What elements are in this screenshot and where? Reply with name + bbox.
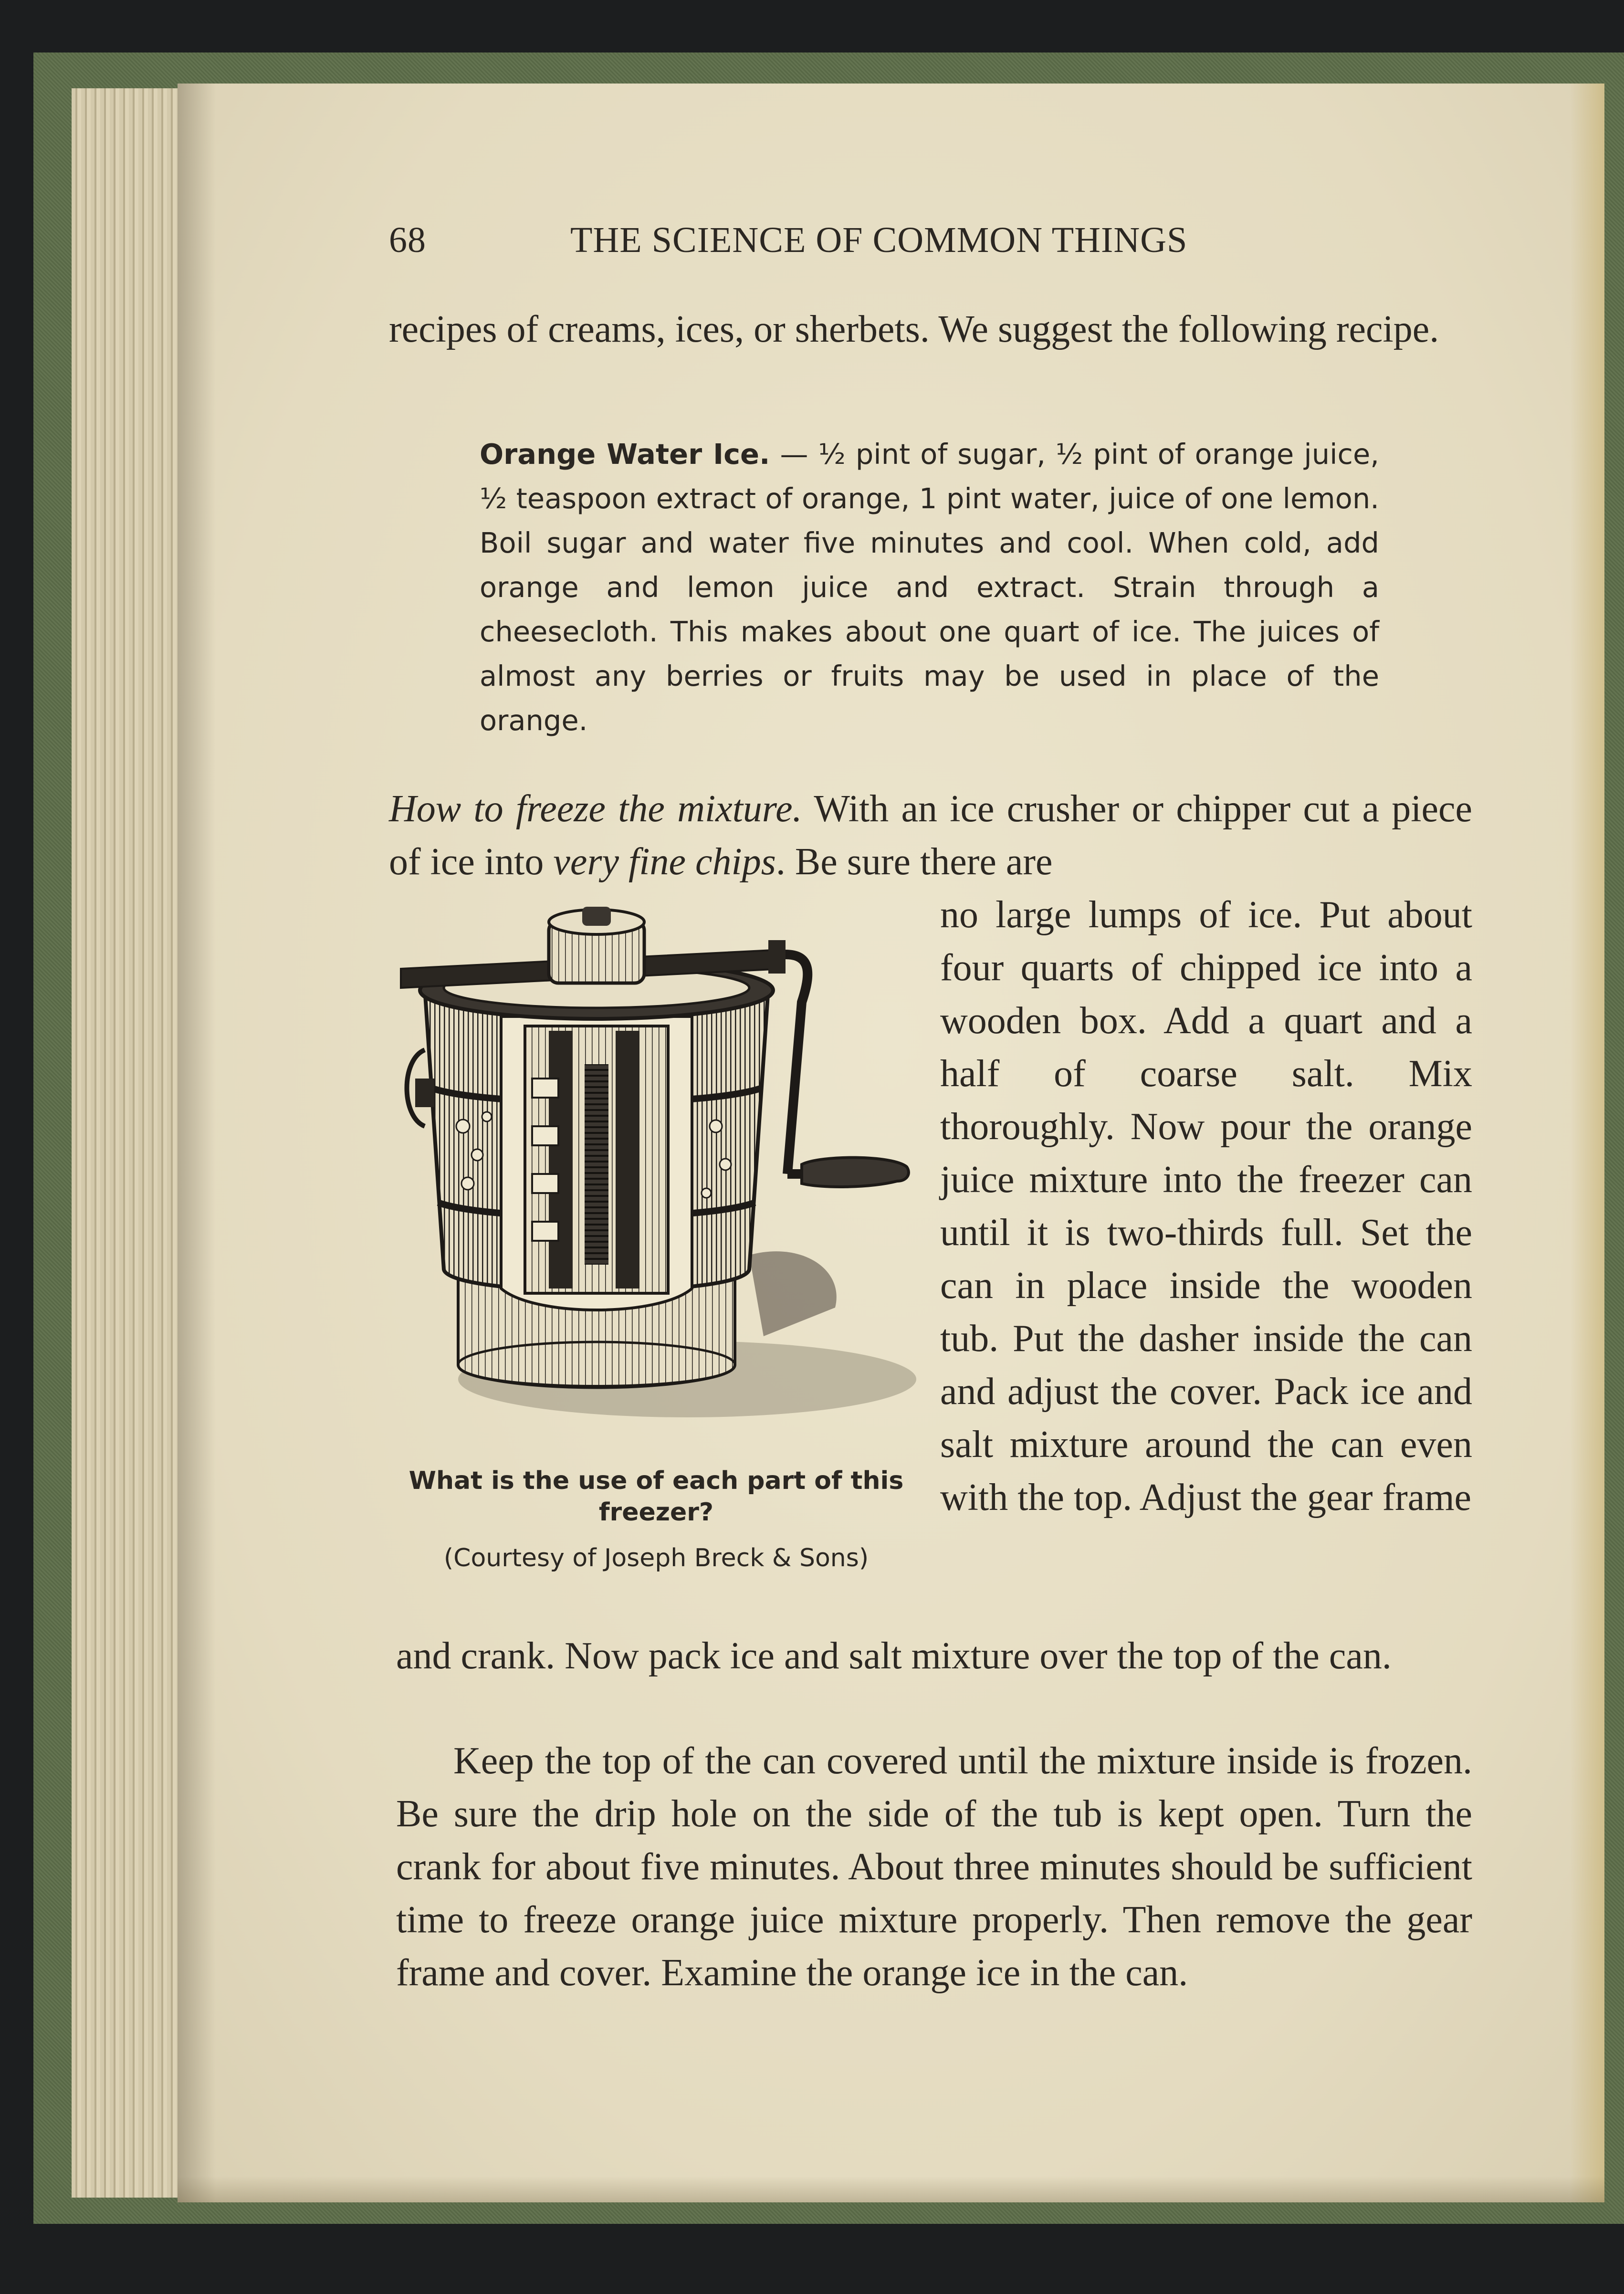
ice-cream-freezer-illustration [391, 907, 921, 1456]
recipe-block [480, 432, 1379, 743]
emphasis-text: very fine chips [553, 841, 776, 883]
recipe-body: — ½ pint of sugar, ½ pint of orange juice, ½ teaspoon extract of orange, 1 pint water, juice of one lemon. Boil sugar and water five minutes and cool. When cold, add orange and lemon juice and extract. Strain through a cheesecloth. This makes about one quart of ice. The juices of almost any berries or fruits may be used in place of the orange. [480, 438, 1380, 737]
recipe-title: Orange Water Ice. [480, 438, 770, 471]
freeze-continuation: and crank. Now pack ice and salt mixture over the top of the can. [396, 1635, 1392, 1677]
page-gutter-shadow [178, 84, 216, 2202]
freeze-text-1: With an ice crusher or chipper cut a piece of ice into [389, 788, 1472, 883]
final-paragraph: Keep the top of the can covered until the mixture inside is frozen. Be sure the drip hole on the side of the tub is kept open. Turn the crank for about five minutes. About three minutes should be sufficient time to freeze orange juice mixture properly. Then remove the gear frame and cover. Examine the orange ice in the can. [396, 1740, 1472, 1994]
running-title: THE SCIENCE OF COMMON THINGS [570, 220, 1188, 260]
freeze-paragraph-head [389, 783, 1472, 889]
page-number: 68 [389, 220, 426, 260]
figure-caption: What is the use of each part of this freezer? [409, 1466, 904, 1527]
freezer-engraving-icon [391, 907, 921, 1456]
page-header [389, 220, 1296, 267]
page-bottom-shadow [178, 2176, 1604, 2202]
figure-credit: (Courtesy of Joseph Breck & Sons) [443, 1544, 869, 1572]
page-right-edge [1570, 84, 1604, 2202]
freeze-wrap-text: no large lumps of ice. Put about four quarts of chipped ice into a wooden box. Add a quart and a half of coarse salt. Mix thoroughly. Now pour the orange juice mixture into the freezer can until it is two-thirds full. Set the can in place inside the wooden tub. Put the dasher inside the can and adjust the cover. Pack ice and salt mixture around the can even with the top. Adjust the gear frame [940, 894, 1472, 1519]
section-lead: How to freeze the mixture. [389, 788, 802, 830]
intro-paragraph: recipes of creams, ices, or sherbets. We suggest the following recipe. [389, 308, 1439, 350]
page-edges [72, 88, 186, 2198]
freeze-text-2: . Be sure there are [775, 841, 1053, 883]
